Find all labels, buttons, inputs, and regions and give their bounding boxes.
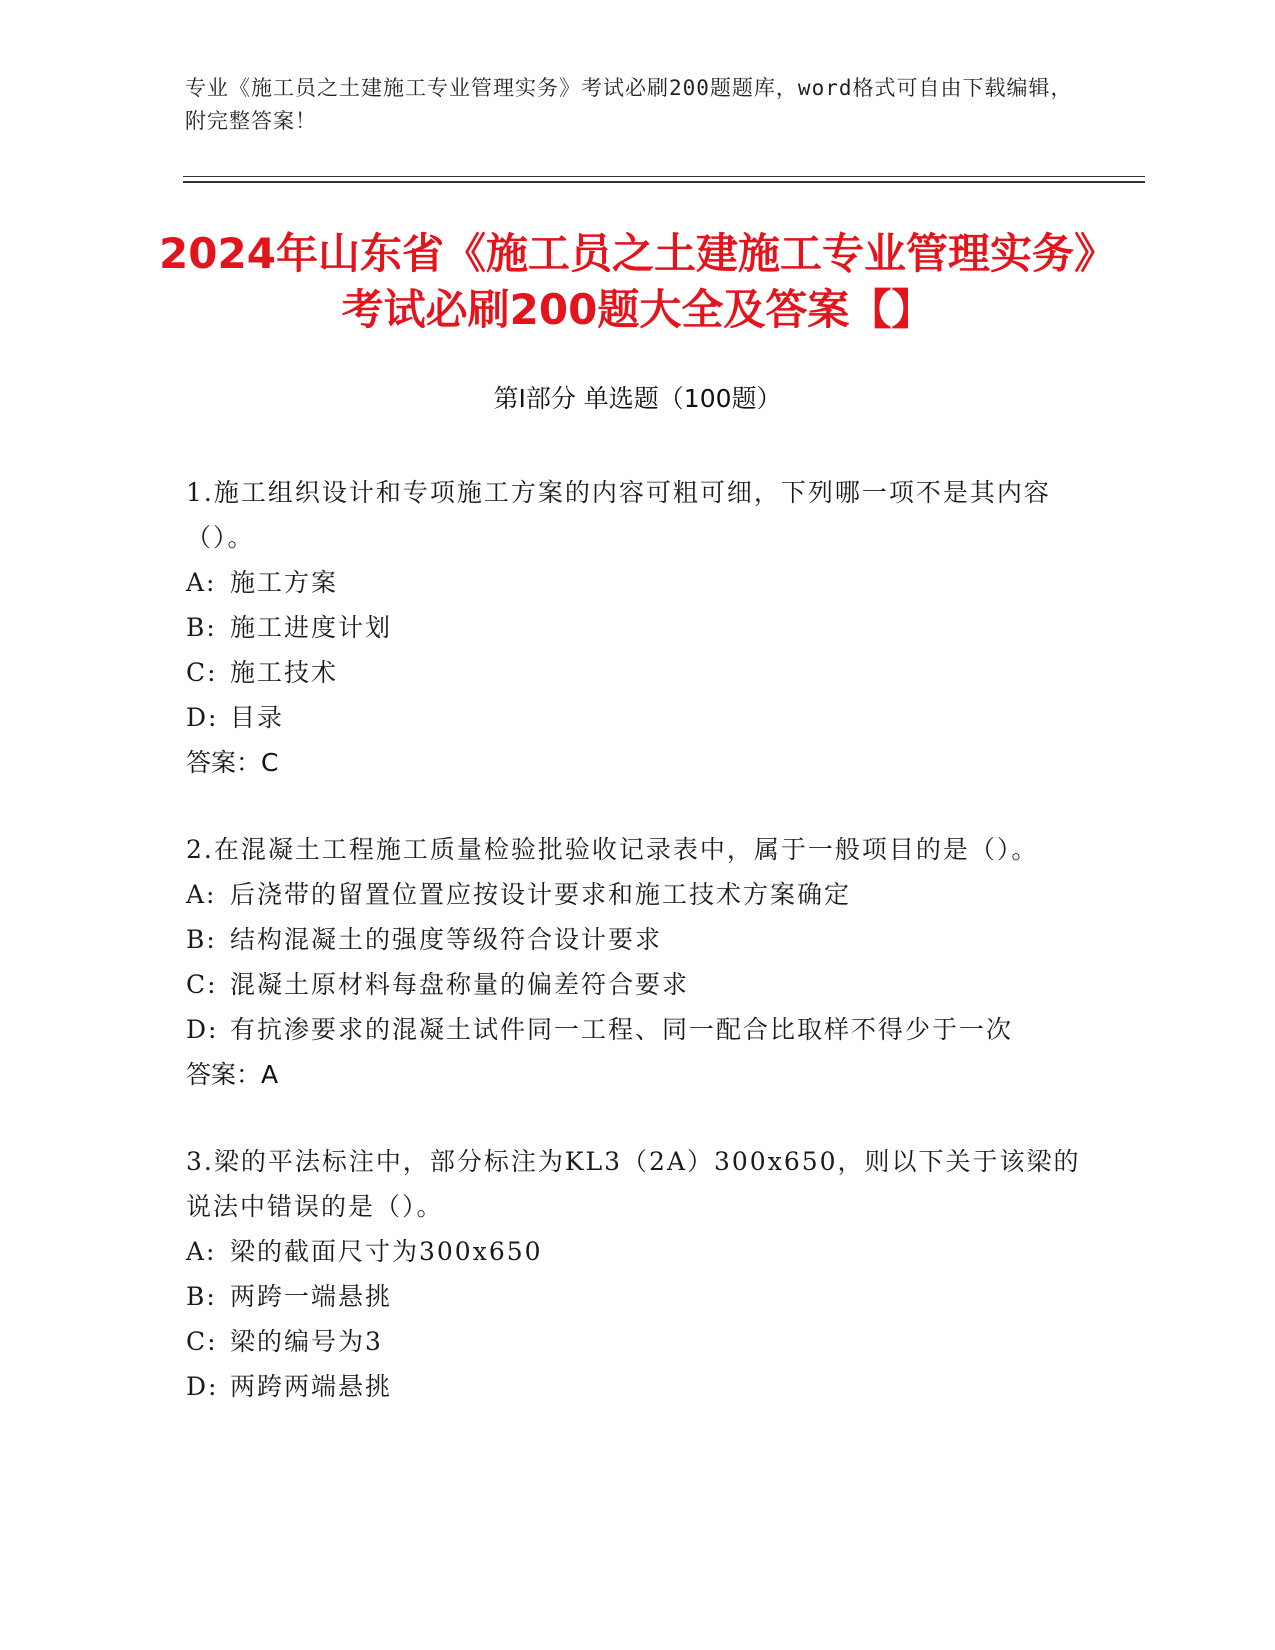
option-c bbox=[186, 650, 1086, 695]
header-note: 专业《施工员之土建施工专业管理实务》考试必刷200题题库，word格式可自由下载编辑，附完整答案！ bbox=[185, 76, 1073, 133]
option-text: 后浇带的留置位置应按设计要求和施工技术方案确定 bbox=[230, 880, 852, 909]
header-divider-thin bbox=[183, 176, 1145, 177]
answer-value: A bbox=[261, 1060, 279, 1089]
option-text: 两跨两端悬挑 bbox=[230, 1372, 393, 1401]
option-text: 施工进度计划 bbox=[230, 613, 393, 642]
option-d bbox=[186, 695, 1086, 740]
option-text: 目录 bbox=[230, 703, 285, 732]
option-text: 有抗渗要求的混凝土试件同一工程、同一配合比取样不得少于一次 bbox=[230, 1015, 1014, 1044]
option-key: D: bbox=[186, 703, 219, 732]
option-key: B: bbox=[186, 613, 217, 642]
option-key: D: bbox=[186, 1015, 219, 1044]
option-a bbox=[186, 560, 1086, 605]
option-key: D: bbox=[186, 1372, 219, 1401]
answer-label: 答案： bbox=[186, 1060, 262, 1089]
option-text: 梁的截面尺寸为300x650 bbox=[230, 1237, 543, 1266]
answer-line bbox=[186, 740, 1086, 785]
option-b bbox=[186, 917, 1086, 962]
answer-label: 答案： bbox=[186, 748, 262, 777]
option-b bbox=[186, 1274, 1086, 1319]
option-key: C: bbox=[186, 970, 218, 999]
question-stem: 2.在混凝土工程施工质量检验批验收记录表中，属于一般项目的是（）。 bbox=[186, 835, 1039, 864]
option-a bbox=[186, 872, 1086, 917]
answer-line bbox=[186, 1052, 1086, 1097]
option-c bbox=[186, 1319, 1086, 1364]
option-key: C: bbox=[186, 658, 218, 687]
header-divider-thick bbox=[183, 181, 1145, 183]
section-heading: 第Ⅰ部分 单选题（100题） bbox=[493, 384, 782, 413]
option-key: A: bbox=[186, 1237, 217, 1266]
option-text: 梁的编号为3 bbox=[230, 1327, 383, 1356]
option-c bbox=[186, 962, 1086, 1007]
option-key: C: bbox=[186, 1327, 218, 1356]
option-d bbox=[186, 1007, 1086, 1052]
answer-value: C bbox=[261, 748, 279, 777]
question-2 bbox=[186, 827, 1086, 1097]
option-d bbox=[186, 1364, 1086, 1409]
option-text: 两跨一端悬挑 bbox=[230, 1282, 393, 1311]
option-key: A: bbox=[186, 568, 217, 597]
question-1 bbox=[186, 470, 1086, 785]
option-b bbox=[186, 605, 1086, 650]
option-text: 混凝土原材料每盘称量的偏差符合要求 bbox=[230, 970, 690, 999]
question-3 bbox=[186, 1139, 1086, 1409]
option-a bbox=[186, 1229, 1086, 1274]
option-key: A: bbox=[186, 880, 217, 909]
option-key: B: bbox=[186, 925, 217, 954]
question-list bbox=[186, 470, 1086, 1451]
option-text: 施工技术 bbox=[230, 658, 339, 687]
question-stem: 3.梁的平法标注中，部分标注为KL3（2A）300x650，则以下关于该梁的说法中错误的是（）。 bbox=[186, 1147, 1081, 1221]
option-key: B: bbox=[186, 1282, 217, 1311]
question-stem: 1.施工组织设计和专项施工方案的内容可粗可细，下列哪一项不是其内容（）。 bbox=[186, 478, 1051, 552]
option-text: 施工方案 bbox=[230, 568, 339, 597]
option-text: 结构混凝土的强度等级符合设计要求 bbox=[230, 925, 663, 954]
document-title: 2024年山东省《施工员之土建施工专业管理实务》考试必刷200题大全及答案【】 bbox=[159, 229, 1116, 334]
